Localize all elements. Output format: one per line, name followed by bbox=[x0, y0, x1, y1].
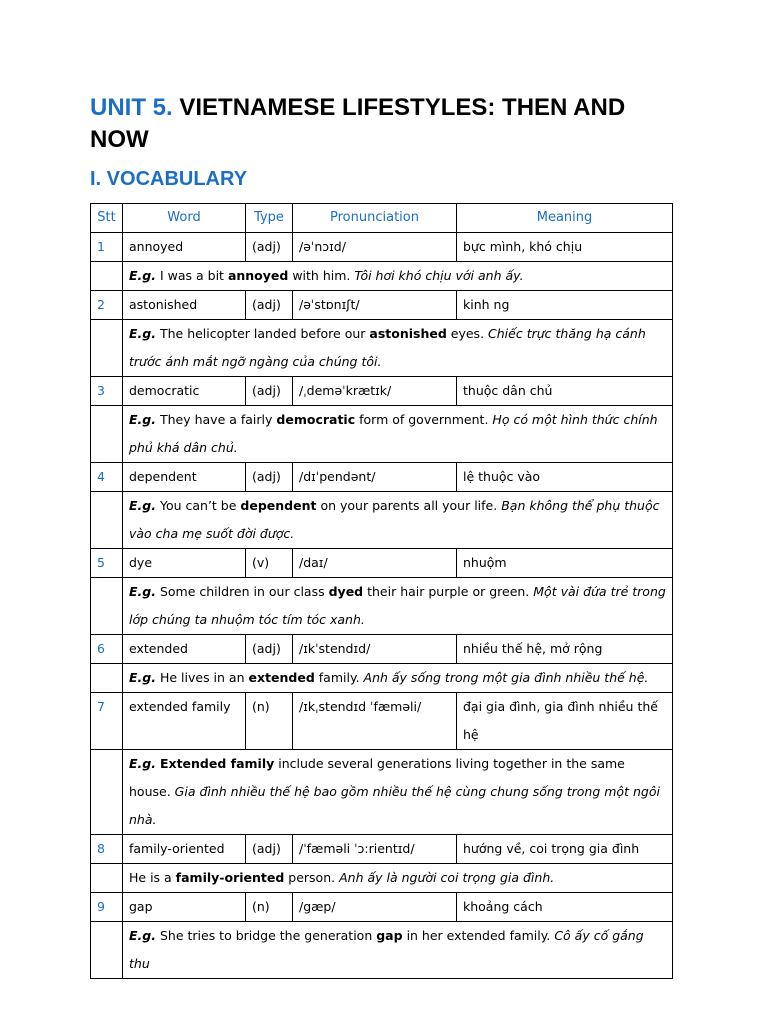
example-spacer bbox=[91, 492, 123, 549]
pronunciation-cell: /əˈstɒnɪʃt/ bbox=[293, 291, 457, 320]
table-row bbox=[91, 635, 673, 664]
word-cell: extended bbox=[123, 635, 246, 664]
type-cell: (n) bbox=[246, 693, 293, 750]
unit-label: UNIT 5. bbox=[90, 94, 173, 121]
example-spacer bbox=[91, 864, 123, 893]
row-number: 1 bbox=[91, 233, 123, 262]
example-sentence bbox=[123, 578, 673, 635]
example-row bbox=[91, 492, 673, 549]
example-label: E.g. bbox=[129, 268, 156, 283]
example-row bbox=[91, 864, 673, 893]
example-row bbox=[91, 262, 673, 291]
row-number: 6 bbox=[91, 635, 123, 664]
pronunciation-cell: /ˌdeməˈkrætɪk/ bbox=[293, 377, 457, 406]
pronunciation-cell: /əˈnɔɪd/ bbox=[293, 233, 457, 262]
example-translation: Gia đình nhiều thế hệ bao gồm nhiều thế hệ cùng chung sống trong một ngôi nhà. bbox=[129, 784, 660, 827]
type-cell: (n) bbox=[246, 893, 293, 922]
example-spacer bbox=[91, 578, 123, 635]
unit-title-text: VIETNAMESE LIFESTYLES: THEN AND NOW bbox=[90, 94, 626, 153]
example-text-after: eyes. bbox=[450, 326, 485, 341]
example-translation: Tôi hơi khó chịu với anh ấy. bbox=[354, 268, 524, 283]
example-translation: Cô ấy cố gắng thu bbox=[129, 928, 644, 971]
example-spacer bbox=[91, 406, 123, 463]
row-number: 4 bbox=[91, 463, 123, 492]
vocabulary-table bbox=[90, 203, 673, 979]
example-spacer bbox=[91, 750, 123, 835]
row-number: 8 bbox=[91, 835, 123, 864]
table-row bbox=[91, 549, 673, 578]
example-text-after: include several generations living together in the same house. bbox=[129, 756, 625, 799]
row-number: 2 bbox=[91, 291, 123, 320]
example-sentence bbox=[123, 262, 673, 291]
row-number: 7 bbox=[91, 693, 123, 750]
meaning-cell: bực mình, khó chịu bbox=[457, 233, 673, 262]
example-text-before: They have a fairly bbox=[159, 412, 273, 427]
example-sentence bbox=[123, 406, 673, 463]
table-body bbox=[91, 233, 673, 979]
example-keyword: gap bbox=[376, 928, 403, 943]
example-spacer bbox=[91, 664, 123, 693]
pronunciation-cell: /ɪkˌstendɪd ˈfæməli/ bbox=[293, 693, 457, 750]
pronunciation-cell: /dɪˈpendənt/ bbox=[293, 463, 457, 492]
example-row bbox=[91, 750, 673, 835]
example-row bbox=[91, 320, 673, 377]
example-label: E.g. bbox=[129, 412, 156, 427]
row-number: 9 bbox=[91, 893, 123, 922]
table-row bbox=[91, 693, 673, 750]
example-translation: Chiếc trực thăng hạ cánh trước ánh mắt ngỡ ngàng của chúng tôi. bbox=[129, 326, 646, 369]
example-text-before: He is a bbox=[129, 870, 172, 885]
type-cell: (adj) bbox=[246, 291, 293, 320]
example-sentence bbox=[123, 864, 673, 893]
header-pronunciation: Pronunciation bbox=[293, 204, 457, 233]
example-text-before: He lives in an bbox=[159, 670, 245, 685]
pronunciation-cell: /ˈfæməli ˈɔ:rientɪd/ bbox=[293, 835, 457, 864]
table-row bbox=[91, 291, 673, 320]
example-sentence bbox=[123, 750, 673, 835]
example-label: E.g. bbox=[129, 670, 156, 685]
example-keyword: dyed bbox=[328, 584, 364, 599]
meaning-cell: thuộc dân chủ bbox=[457, 377, 673, 406]
example-spacer bbox=[91, 262, 123, 291]
example-text-after: form of government. bbox=[359, 412, 489, 427]
example-text-before: She tries to bridge the generation bbox=[159, 928, 373, 943]
example-label: E.g. bbox=[129, 756, 156, 771]
example-text-after: in her extended family. bbox=[406, 928, 551, 943]
meaning-cell: khoảng cách bbox=[457, 893, 673, 922]
type-cell: (adj) bbox=[246, 233, 293, 262]
type-cell: (adj) bbox=[246, 463, 293, 492]
row-number: 5 bbox=[91, 549, 123, 578]
meaning-cell: nhiều thế hệ, mở rộng bbox=[457, 635, 673, 664]
example-keyword: Extended family bbox=[159, 756, 275, 771]
header-word: Word bbox=[123, 204, 246, 233]
header-stt: Stt bbox=[91, 204, 123, 233]
meaning-cell: đại gia đình, gia đình nhiều thế hệ bbox=[457, 693, 673, 750]
word-cell: family-oriented bbox=[123, 835, 246, 864]
table-row bbox=[91, 377, 673, 406]
table-row bbox=[91, 893, 673, 922]
example-text-after: person. bbox=[288, 870, 336, 885]
example-keyword: dependent bbox=[240, 498, 317, 513]
example-row bbox=[91, 664, 673, 693]
meaning-cell: lệ thuộc vào bbox=[457, 463, 673, 492]
example-keyword: extended bbox=[248, 670, 315, 685]
pronunciation-cell: /daɪ/ bbox=[293, 549, 457, 578]
header-type: Type bbox=[246, 204, 293, 233]
page-title bbox=[90, 92, 690, 156]
type-cell: (adj) bbox=[246, 835, 293, 864]
word-cell: extended family bbox=[123, 693, 246, 750]
example-keyword: annoyed bbox=[227, 268, 289, 283]
type-cell: (adj) bbox=[246, 377, 293, 406]
example-keyword: astonished bbox=[369, 326, 447, 341]
type-cell: (v) bbox=[246, 549, 293, 578]
example-label: E.g. bbox=[129, 326, 156, 341]
section-heading: I. VOCABULARY bbox=[90, 168, 248, 190]
pronunciation-cell: /gæp/ bbox=[293, 893, 457, 922]
table-header-row bbox=[91, 204, 673, 233]
pronunciation-cell: /ɪkˈstendɪd/ bbox=[293, 635, 457, 664]
example-text-before: The helicopter landed before our bbox=[159, 326, 366, 341]
example-text-before: You can’t be bbox=[159, 498, 237, 513]
example-label: E.g. bbox=[129, 928, 156, 943]
word-cell: astonished bbox=[123, 291, 246, 320]
example-label: E.g. bbox=[129, 498, 156, 513]
example-keyword: family-oriented bbox=[175, 870, 285, 885]
example-text-after: family. bbox=[318, 670, 360, 685]
example-translation: Bạn không thể phụ thuộc vào cha mẹ suốt đời được. bbox=[129, 498, 660, 541]
example-translation: Họ có một hình thức chính phủ khá dân chủ. bbox=[129, 412, 658, 455]
table-row bbox=[91, 233, 673, 262]
meaning-cell: kinh ng bbox=[457, 291, 673, 320]
example-translation: Một vài đứa trẻ trong lớp chúng ta nhuộm tóc tím tóc xanh. bbox=[129, 584, 666, 627]
word-cell: democratic bbox=[123, 377, 246, 406]
example-translation: Anh ấy sống trong một gia đình nhiều thế hệ. bbox=[363, 670, 649, 685]
word-cell: gap bbox=[123, 893, 246, 922]
example-text-before: Some children in our class bbox=[159, 584, 325, 599]
row-number: 3 bbox=[91, 377, 123, 406]
type-cell: (adj) bbox=[246, 635, 293, 664]
word-cell: annoyed bbox=[123, 233, 246, 262]
example-label: E.g. bbox=[129, 584, 156, 599]
example-row bbox=[91, 406, 673, 463]
example-spacer bbox=[91, 320, 123, 377]
example-keyword: democratic bbox=[276, 412, 356, 427]
meaning-cell: hướng về, coi trọng gia đình bbox=[457, 835, 673, 864]
example-row bbox=[91, 922, 673, 979]
example-sentence bbox=[123, 922, 673, 979]
example-text-after: with him. bbox=[292, 268, 351, 283]
example-translation: Anh ấy là người coi trọng gia đình. bbox=[339, 870, 555, 885]
example-sentence bbox=[123, 492, 673, 549]
example-spacer bbox=[91, 922, 123, 979]
header-meaning: Meaning bbox=[457, 204, 673, 233]
example-row bbox=[91, 578, 673, 635]
word-cell: dependent bbox=[123, 463, 246, 492]
example-sentence bbox=[123, 320, 673, 377]
example-sentence bbox=[123, 664, 673, 693]
example-text-before: I was a bit bbox=[159, 268, 224, 283]
table-row bbox=[91, 835, 673, 864]
meaning-cell: nhuộm bbox=[457, 549, 673, 578]
example-text-after: their hair purple or green. bbox=[367, 584, 530, 599]
example-text-after: on your parents all your life. bbox=[320, 498, 498, 513]
table-row bbox=[91, 463, 673, 492]
word-cell: dye bbox=[123, 549, 246, 578]
